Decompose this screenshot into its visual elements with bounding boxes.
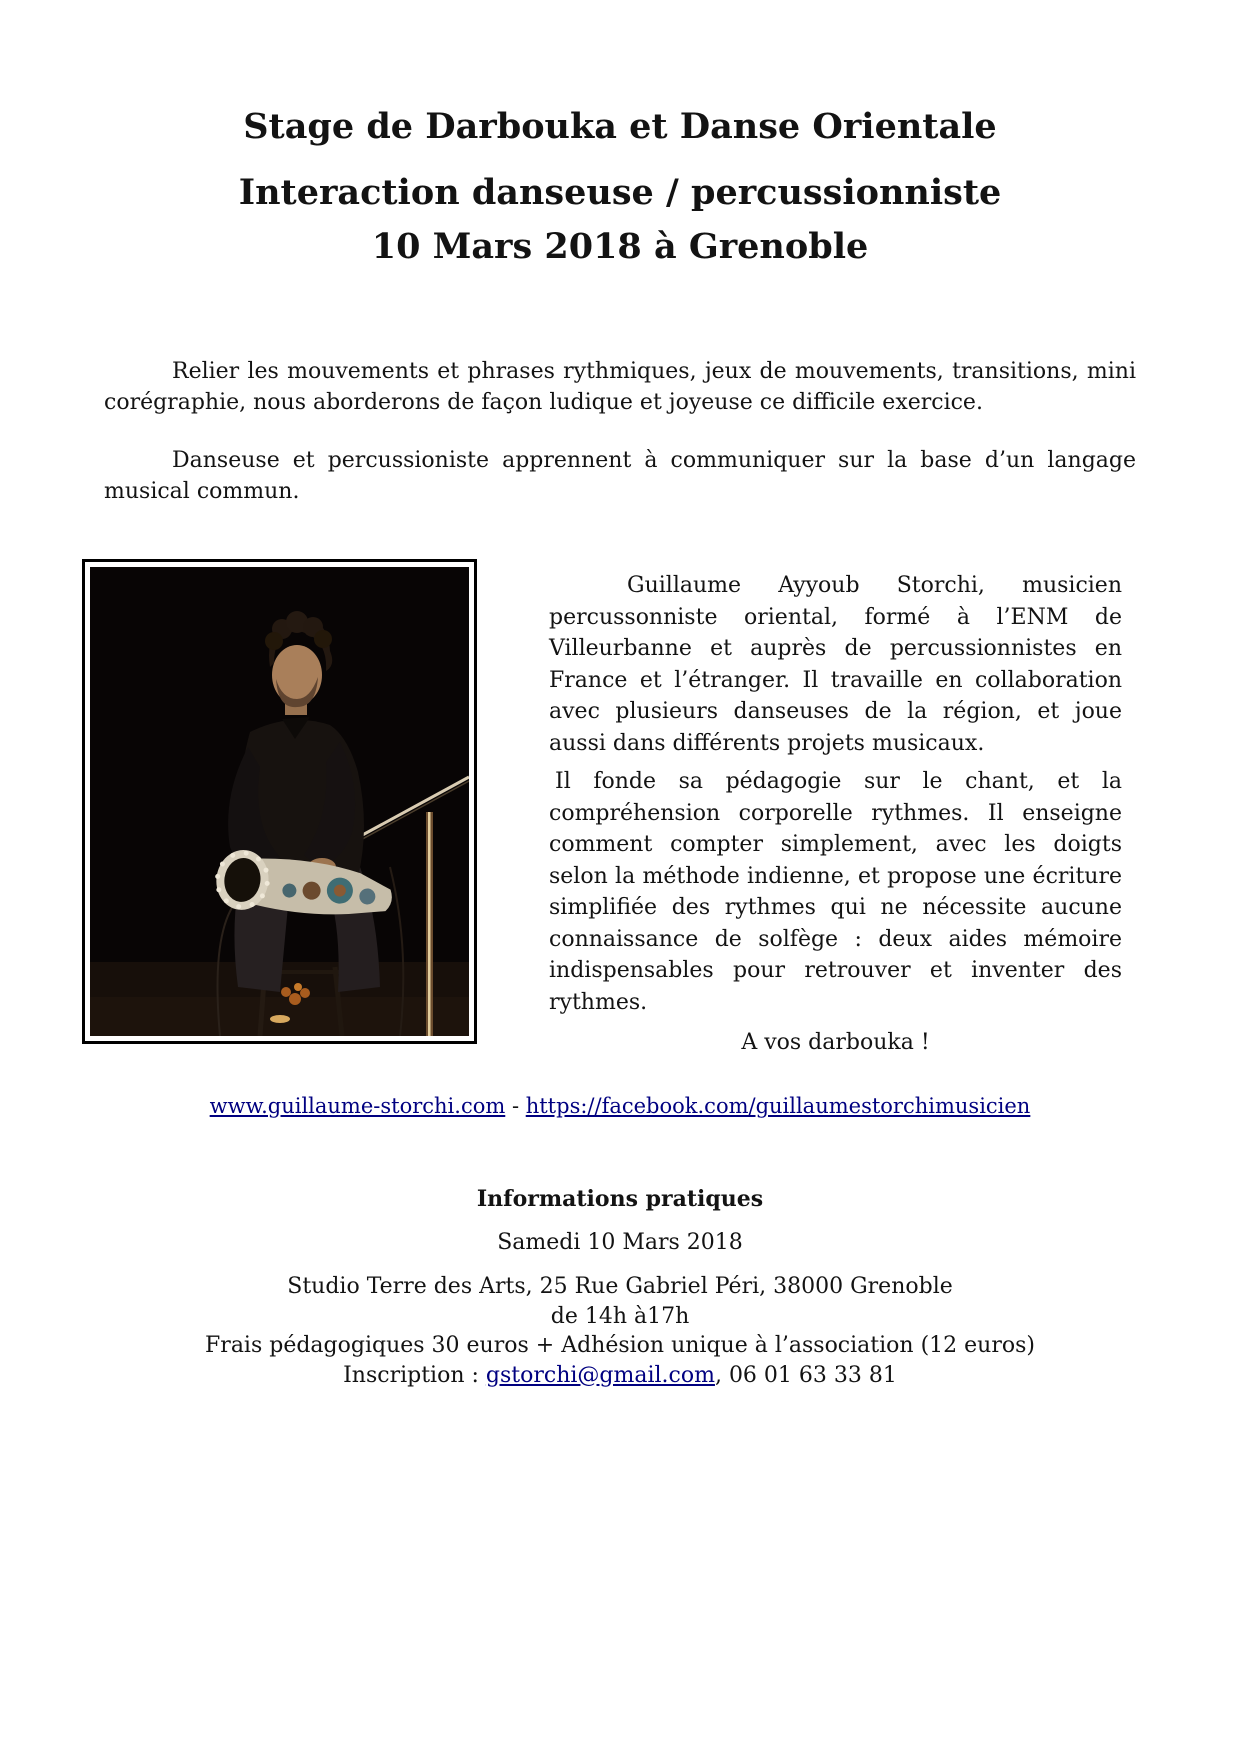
bio-paragraph-1: Guillaume Ayyoub Storchi, musicien percussonniste oriental, formé à l’ENM de Villeurbanne et auprès de percussionnistes en France et l’étranger. Il travaille en collaboration avec plusieurs danseuses de la région, et joue aussi dans différents projets musicaux. [549, 573, 1122, 756]
subtitle-line-1: Interaction danseuse / percussionniste [238, 172, 1002, 213]
inscription-label: Inscription : [343, 1362, 486, 1388]
links-line [0, 1094, 1240, 1118]
bio-paragraph-2: Il fonde sa pédagogie sur le chant, et la compréhension corporelle rythmes. Il enseigne comment compter simplement, avec les doigts selon la méthode indienne, et propose une écriture simplifiée des rythmes qui ne nécessite aucune connaissance de solfège : deux aides mémoire indispensables pour retrouver et inventer des rythmes. [549, 769, 1122, 1015]
fees-line: Frais pédagogiques 30 euros + Adhésion unique à l’association (12 euros) [205, 1333, 1035, 1358]
hours-line: de 14h à17h [550, 1303, 690, 1329]
practical-info-heading: Informations pratiques [476, 1186, 764, 1212]
darbouka-player-illustration [90, 567, 469, 1036]
musician-photo [82, 559, 477, 1044]
links-separator: - [505, 1094, 526, 1118]
intro-paragraph-1: Relier les mouvements et phrases rythmiques, jeux de mouvements, transitions, mini corégraphie, nous aborderons de façon ludique et joyeuse ce difficile exercice. [104, 359, 1136, 415]
workshop-date: Samedi 10 Mars 2018 [497, 1230, 743, 1255]
website-link[interactable]: www.guillaume-storchi.com [209, 1094, 506, 1118]
practical-info-block [0, 1272, 1240, 1390]
inscription-line [0, 1361, 1240, 1391]
venue-line: Studio Terre des Arts, 25 Rue Gabriel Péri, 38000 Grenoble [287, 1274, 953, 1299]
facebook-link[interactable]: https://facebook.com/guillaumestorchimusicien [525, 1094, 1031, 1118]
bio-tagline: A vos darbouka ! [741, 1030, 930, 1055]
phone-number: , 06 01 63 33 81 [714, 1362, 897, 1388]
bio-column [549, 570, 1122, 1059]
email-link[interactable]: gstorchi@gmail.com [485, 1362, 715, 1388]
page-title: Stage de Darbouka et Danse Orientale [243, 106, 997, 147]
page-subtitle [0, 166, 1240, 274]
intro-paragraph-2: Danseuse et percussioniste apprennent à communiquer sur la base d’un langage musical commun. [104, 448, 1136, 504]
subtitle-line-2: 10 Mars 2018 à Grenoble [371, 226, 869, 267]
